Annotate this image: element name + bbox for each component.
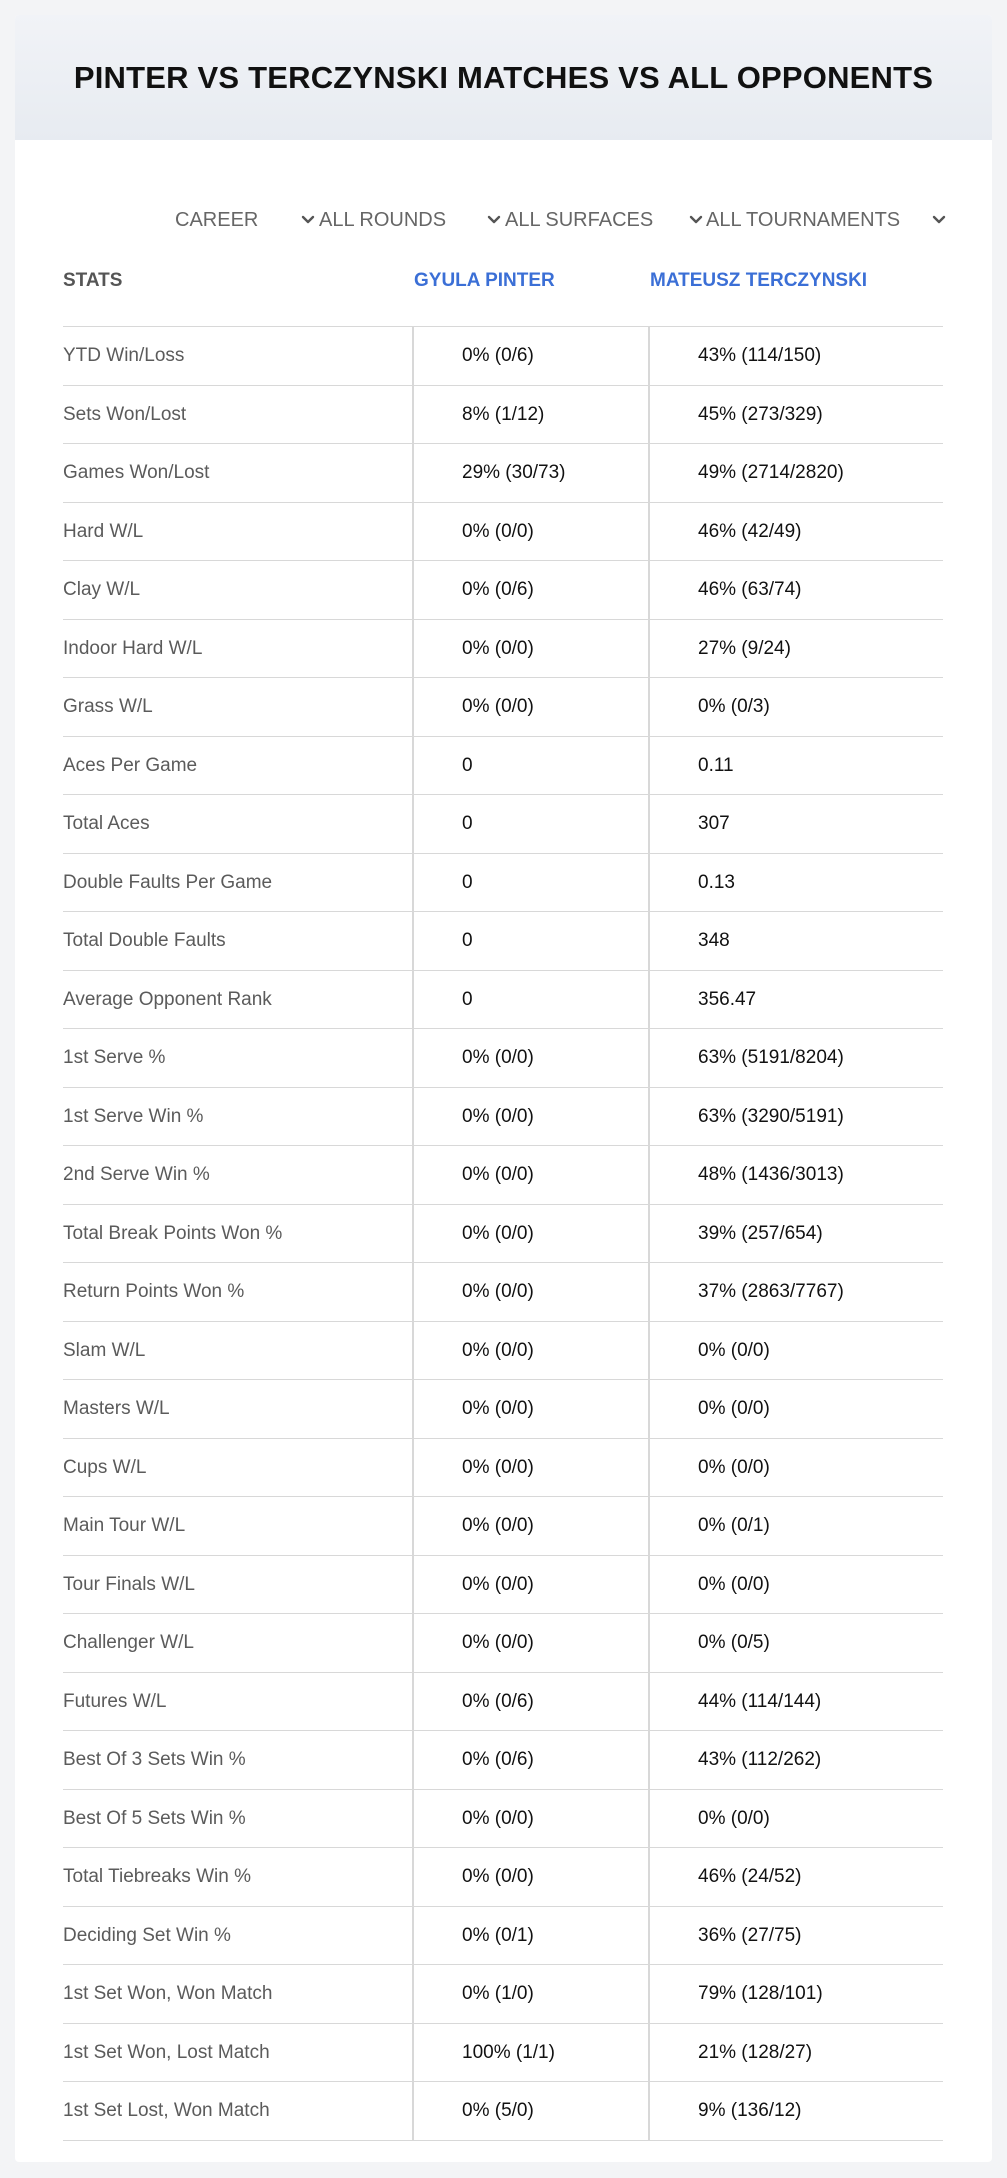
column-divider <box>412 1907 414 1965</box>
column-divider <box>648 1029 650 1087</box>
table-row <box>63 386 943 445</box>
player1-value: 0% (0/0) <box>462 637 534 659</box>
stat-label: Return Points Won % <box>63 1281 245 1302</box>
column-divider <box>648 1790 650 1848</box>
column-divider <box>648 1088 650 1146</box>
player2-value: 46% (42/49) <box>698 520 802 542</box>
table-row <box>63 1029 943 1088</box>
stat-label: Clay W/L <box>63 579 141 600</box>
column-divider <box>648 912 650 970</box>
stat-label: 1st Set Lost, Won Match <box>63 2100 270 2121</box>
player1-value: 0% (0/6) <box>462 1690 534 1712</box>
column-divider <box>412 737 414 795</box>
column-divider <box>648 795 650 853</box>
table-row <box>63 1439 943 1498</box>
column-divider <box>648 620 650 678</box>
column-divider <box>412 912 414 970</box>
table-row <box>63 1497 943 1556</box>
column-divider <box>412 795 414 853</box>
player1-value: 0% (0/0) <box>462 1281 534 1302</box>
filter-bar <box>15 190 992 246</box>
column-divider <box>412 1263 414 1321</box>
table-row <box>63 912 943 971</box>
column-divider <box>648 1439 650 1497</box>
stat-label: Double Faults Per Game <box>63 871 273 893</box>
chevron-down-icon <box>932 213 946 227</box>
player2-value: 79% (128/101) <box>698 1983 823 2004</box>
column-divider <box>412 1205 414 1263</box>
table-row <box>63 971 943 1030</box>
column-divider <box>412 1614 414 1672</box>
player2-link[interactable]: MATEUSZ TERCZYNSKI <box>650 270 868 291</box>
table-row <box>63 795 943 854</box>
player2-value: 43% (112/262) <box>698 1749 822 1770</box>
column-divider <box>648 1322 650 1380</box>
column-divider <box>412 1146 414 1204</box>
player1-value: 0% (0/0) <box>462 1866 534 1887</box>
player1-value: 0% (0/0) <box>462 1047 534 1068</box>
player2-value: 307 <box>698 813 730 834</box>
player1-value: 0% (0/0) <box>462 1398 534 1419</box>
column-divider <box>648 737 650 795</box>
player1-value: 0% (1/0) <box>462 1983 534 2004</box>
player1-value: 0% (0/0) <box>462 1515 534 1536</box>
column-divider <box>648 1848 650 1906</box>
column-divider <box>648 1205 650 1263</box>
column-divider <box>412 2024 414 2082</box>
column-divider <box>412 854 414 912</box>
player1-value: 0% (0/6) <box>462 1749 534 1770</box>
table-row <box>63 2082 943 2141</box>
table-row <box>63 1731 943 1790</box>
player2-value: 0% (0/0) <box>698 1339 770 1361</box>
stat-label: Grass W/L <box>63 696 153 717</box>
column-divider <box>412 1965 414 2023</box>
player2-value: 348 <box>698 930 730 951</box>
table-row <box>63 1907 943 1966</box>
player2-value: 0% (0/1) <box>698 1515 770 1536</box>
column-divider <box>412 503 414 561</box>
player2-value: 63% (5191/8204) <box>698 1047 844 1068</box>
column-divider <box>412 1088 414 1146</box>
stat-label: Main Tour W/L <box>63 1515 186 1536</box>
stat-label: Aces Per Game <box>63 754 198 776</box>
column-divider <box>412 561 414 619</box>
player1-value: 0% (0/0) <box>462 1164 534 1185</box>
chevron-down-icon <box>301 213 315 227</box>
column-divider <box>412 620 414 678</box>
stat-label: Best Of 3 Sets Win % <box>63 1749 246 1770</box>
stats-table <box>63 252 943 2141</box>
player1-value: 100% (1/1) <box>462 2041 555 2063</box>
player1-value: 0 <box>462 930 473 951</box>
stat-label: Total Tiebreaks Win % <box>63 1866 251 1887</box>
stat-label: Challenger W/L <box>63 1632 194 1653</box>
column-divider <box>648 1263 650 1321</box>
player1-value: 0% (0/0) <box>462 1632 534 1653</box>
column-divider <box>412 971 414 1029</box>
column-divider <box>412 1673 414 1731</box>
table-row <box>63 737 943 796</box>
stat-label: 1st Set Won, Won Match <box>63 1983 273 2004</box>
player1-link[interactable]: GYULA PINTER <box>414 270 555 291</box>
stat-label: Deciding Set Win % <box>63 1924 231 1946</box>
stat-label: Sets Won/Lost <box>63 403 187 425</box>
filter-rounds-select[interactable] <box>319 204 501 236</box>
player2-value: 44% (114/144) <box>698 1690 822 1712</box>
table-row <box>63 1322 943 1381</box>
column-divider <box>412 1029 414 1087</box>
player2-value: 0% (0/0) <box>698 1573 770 1595</box>
player2-value: 39% (257/654) <box>698 1222 823 1244</box>
stat-label: 1st Serve Win % <box>63 1105 204 1127</box>
player2-value: 37% (2863/7767) <box>698 1281 844 1302</box>
table-header <box>63 252 943 327</box>
player2-value: 48% (1436/3013) <box>698 1164 844 1185</box>
stat-label: 1st Set Won, Lost Match <box>63 2041 270 2063</box>
player1-value: 0% (0/6) <box>462 345 534 366</box>
player2-value: 356.47 <box>698 988 757 1010</box>
player2-value: 0% (0/0) <box>698 1398 770 1419</box>
player1-value: 0 <box>462 813 473 834</box>
player1-value: 29% (30/73) <box>462 462 566 483</box>
player2-value: 0% (0/0) <box>698 1456 770 1478</box>
player2-value: 46% (63/74) <box>698 579 802 600</box>
stat-label: Indoor Hard W/L <box>63 637 203 659</box>
stat-label: Total Break Points Won % <box>63 1222 283 1244</box>
table-row <box>63 561 943 620</box>
column-divider <box>648 444 650 502</box>
player1-value: 0% (5/0) <box>462 2100 534 2121</box>
table-row <box>63 444 943 503</box>
column-divider <box>412 1439 414 1497</box>
page-header <box>15 15 992 140</box>
column-divider <box>648 1614 650 1672</box>
filter-period-select[interactable] <box>175 204 315 236</box>
column-divider <box>648 678 650 736</box>
table-body <box>63 327 943 2141</box>
table-row <box>63 1614 943 1673</box>
column-divider <box>412 327 414 385</box>
table-row <box>63 1146 943 1205</box>
player2-value: 45% (273/329) <box>698 403 823 425</box>
column-divider <box>648 386 650 444</box>
player1-value: 0% (0/6) <box>462 579 534 600</box>
column-divider <box>648 1731 650 1789</box>
column-divider <box>648 1556 650 1614</box>
table-row <box>63 1380 943 1439</box>
player2-value: 46% (24/52) <box>698 1866 802 1887</box>
stats-card <box>15 15 992 2162</box>
table-row <box>63 1263 943 1322</box>
player1-value: 0% (0/1) <box>462 1924 534 1946</box>
column-divider <box>648 561 650 619</box>
player2-value: 27% (9/24) <box>698 637 791 659</box>
table-row <box>63 1848 943 1907</box>
column-divider <box>648 854 650 912</box>
player1-value: 0% (0/0) <box>462 1105 534 1127</box>
table-row <box>63 854 943 913</box>
player2-value: 0% (0/5) <box>698 1632 770 1653</box>
player2-value: 49% (2714/2820) <box>698 462 844 483</box>
stat-label: Slam W/L <box>63 1339 146 1361</box>
player1-value: 0% (0/0) <box>462 1222 534 1244</box>
stat-label: Games Won/Lost <box>63 462 210 483</box>
column-divider <box>648 1497 650 1555</box>
stat-label: Futures W/L <box>63 1690 167 1712</box>
table-row <box>63 503 943 562</box>
column-divider <box>412 386 414 444</box>
player2-value: 0.13 <box>698 871 735 893</box>
player1-value: 0 <box>462 988 473 1010</box>
player2-value: 36% (27/75) <box>698 1924 802 1946</box>
table-row <box>63 620 943 679</box>
column-divider <box>648 2082 650 2140</box>
table-row <box>63 1556 943 1615</box>
table-row <box>63 2024 943 2083</box>
column-divider <box>648 1965 650 2023</box>
column-divider <box>648 1146 650 1204</box>
table-row <box>63 327 943 386</box>
filter-surfaces-select[interactable] <box>505 204 703 236</box>
stat-label: Cups W/L <box>63 1456 147 1478</box>
column-divider <box>412 1848 414 1906</box>
stat-label: Masters W/L <box>63 1398 170 1419</box>
filter-tournaments-label: ALL TOURNAMENTS <box>706 208 901 231</box>
table-row <box>63 1790 943 1849</box>
page-title: PINTER VS TERCZYNSKI MATCHES VS ALL OPPONENTS <box>73 59 934 95</box>
player1-value: 0% (0/0) <box>462 1807 534 1829</box>
stats-column-header: STATS <box>63 270 123 291</box>
stat-label: Best Of 5 Sets Win % <box>63 1807 246 1829</box>
player2-value: 9% (136/12) <box>698 2100 802 2121</box>
filter-surfaces-label: ALL SURFACES <box>505 208 654 231</box>
player2-value: 63% (3290/5191) <box>698 1105 844 1127</box>
filter-period-label: CAREER <box>175 208 259 231</box>
column-divider <box>412 1731 414 1789</box>
stat-label: YTD Win/Loss <box>63 345 185 366</box>
player1-value: 0 <box>462 871 473 893</box>
player1-value: 0 <box>462 754 473 776</box>
column-divider <box>412 1790 414 1848</box>
filter-tournaments-select[interactable] <box>706 204 946 236</box>
column-divider <box>648 327 650 385</box>
player2-value: 43% (114/150) <box>698 345 822 366</box>
stat-label: Total Aces <box>63 813 150 834</box>
column-divider <box>412 678 414 736</box>
column-divider <box>648 503 650 561</box>
player1-value: 8% (1/12) <box>462 403 545 425</box>
column-divider <box>412 1556 414 1614</box>
stat-label: Hard W/L <box>63 520 144 542</box>
filter-rounds-label: ALL ROUNDS <box>319 208 447 231</box>
stat-label: Total Double Faults <box>63 930 226 951</box>
player1-value: 0% (0/0) <box>462 696 534 717</box>
column-divider <box>648 1673 650 1731</box>
table-row <box>63 1205 943 1264</box>
stat-label: Tour Finals W/L <box>63 1573 195 1595</box>
column-divider <box>412 1497 414 1555</box>
player1-value: 0% (0/0) <box>462 1456 534 1478</box>
stat-label: Average Opponent Rank <box>63 988 272 1010</box>
player1-value: 0% (0/0) <box>462 1339 534 1361</box>
chevron-down-icon <box>487 213 501 227</box>
table-row <box>63 1673 943 1732</box>
stat-label: 1st Serve % <box>63 1047 166 1068</box>
table-row <box>63 678 943 737</box>
column-divider <box>412 1380 414 1438</box>
column-divider <box>648 1380 650 1438</box>
column-divider <box>648 2024 650 2082</box>
player2-value: 21% (128/27) <box>698 2041 813 2063</box>
player2-value: 0.11 <box>698 754 734 776</box>
table-row <box>63 1088 943 1147</box>
column-divider <box>648 971 650 1029</box>
player2-value: 0% (0/0) <box>698 1807 770 1829</box>
table-row <box>63 1965 943 2024</box>
stat-label: 2nd Serve Win % <box>63 1164 210 1185</box>
column-divider <box>412 2082 414 2140</box>
player1-value: 0% (0/0) <box>462 1573 534 1595</box>
column-divider <box>412 444 414 502</box>
player2-value: 0% (0/3) <box>698 696 770 717</box>
column-divider <box>648 1907 650 1965</box>
chevron-down-icon <box>689 213 703 227</box>
player1-value: 0% (0/0) <box>462 520 534 542</box>
column-divider <box>412 1322 414 1380</box>
